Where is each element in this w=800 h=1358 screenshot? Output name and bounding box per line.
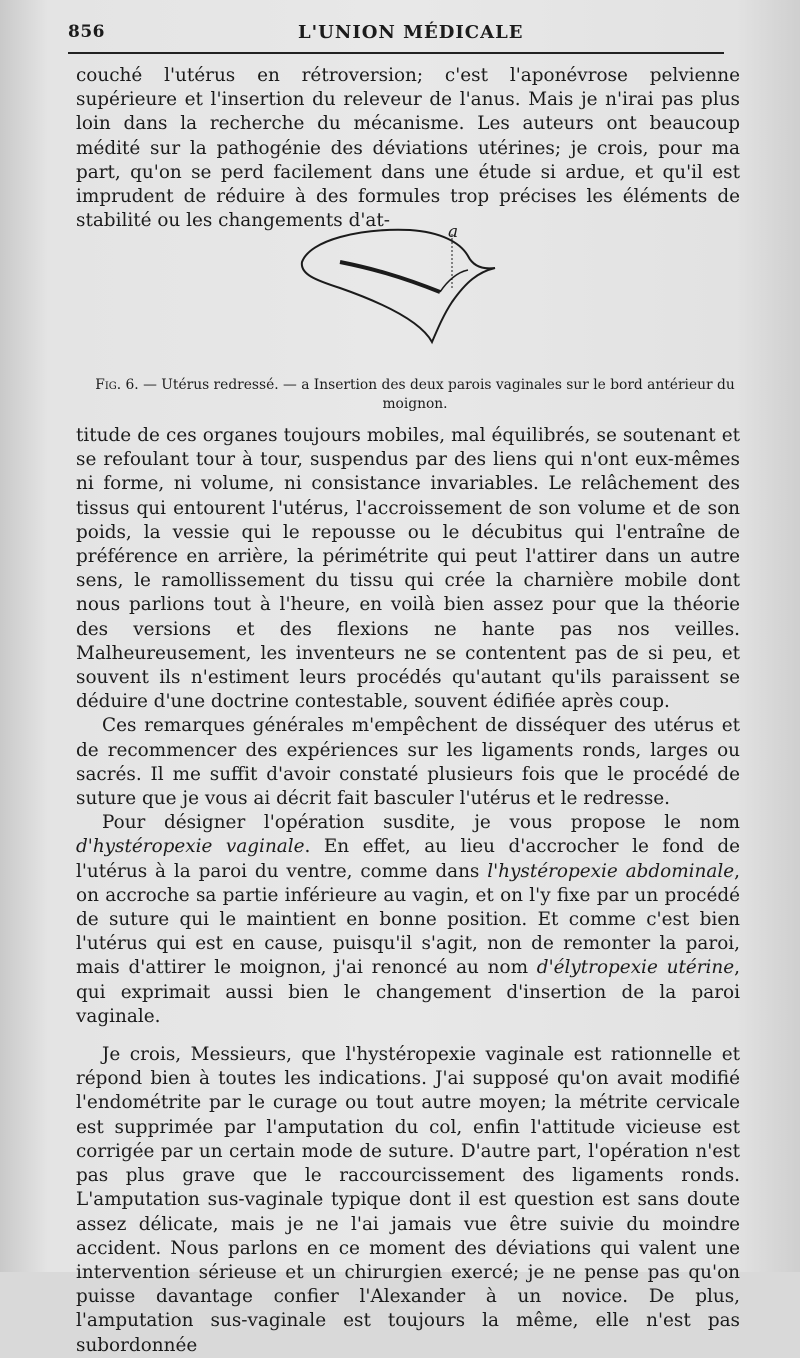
page-header [68,22,728,46]
header-rule [68,52,724,54]
running-title: L'UNION MÉDICALE [298,22,524,43]
page-number: 856 [68,22,105,42]
intro-text [76,64,740,233]
uterus-outline [302,230,495,342]
figure-label-a: a [448,222,459,242]
cervical-canal [340,262,440,292]
vaginal-wall [440,270,468,292]
term-hysteropexie-vaginale: d'hystéropexie vaginale [76,836,305,858]
intro-paragraph: couché l'utérus en rétroversion; c'est l'aponévrose pelvienne supérieure et l'insertion du releveur de l'anus. Mais je n'irai pas plus loin dans la recherche du mécanisme. Les auteurs ont beaucoup médité sur la pathogénie des déviations utérines; je crois, pour ma part, qu'on se perd facilement dans une étude si ardue, et qu'il est imprudent de réduire à des formules trop précises les éléments de stabilité ou les changements d'at- [76,65,740,232]
paragraph-3-part-a: Pour désigner l'opération susdite, je vous propose le nom [102,812,740,834]
paragraph-3-part-d: , qui exprimait aussi bien le changement d'insertion de la paroi vaginale. [76,957,740,1027]
uterus-figure [290,210,510,360]
paragraph-1: titude de ces organes toujours mobiles, mal équilibrés, se soutenant et se refoulant tour à tour, suspendus par des liens qui n'ont eux-mêmes ni forme, ni volume, ni consistance invariables. Le relâchement des tissus qui entourent l'utérus, l'accroissement de son volume et de son poids, la vessie qui le repousse ou le décubitus qui l'entraîne de préférence en arrière, la périmétrite qui peut l'attirer dans un autre sens, le ramollissement du tissu qui crée la charnière mobile dont nous parlions tout à l'heure, en voilà bien assez pour que la théorie des versions et des flexions ne hante pas nos veilles. Malheureusement, les inventeurs ne se contentent pas de si peu, et souvent ils n'estiment leurs procédés qu'autant qu'ils paraissent se déduire d'une doctrine contestable, souvent édifiée après coup. [76,425,740,713]
paragraph-3-part-c: , on accroche sa partie inférieure au vagin, et on l'y fixe par un procédé de suture qui le maintient en bonne position. Et comme c'est bien l'utérus qui est en cause, puisqu'il s'agit, non de remonter la paroi, mais d'attirer le moignon, j'ai renoncé au nom [76,860,740,979]
paragraph-4: Je crois, Messieurs, que l'hystéropexie vaginale est rationnelle et répond bien à toutes les indications. J'ai supposé qu'on avait modifié l'endométrite par le curage ou tout autre moyen; la métrite cervicale est supprimée par l'amputation du col, enfin l'attitude vicieuse est corrigée par un certain mode de suture. D'autre part, l'opération n'est pas plus grave que le raccourcissement des ligaments ronds. L'amputation sus-vaginale typique dont il est question est sans doute assez délicate, mais je ne l'ai jamais vue être suivie du moindre accident. Nous parlons en ce moment des déviations qui valent une intervention sérieuse et un chirurgien exercé; je ne pense pas qu'on puisse davantage confier l'Alexander à un novice. De plus, l'amputation sus-vaginale est toujours la même, elle n'est pas subordonnée [76,1044,740,1356]
term-elytropexie-uterine: d'élytropexie utérine [536,957,735,979]
term-hysteropexie-abdominale: l'hystéropexie abdominale [487,860,735,882]
figure-caption [90,376,740,414]
paragraph-3-part-b: . En effet, au lieu d'accrocher le fond de l'utérus à la paroi du ventre, comme dans [76,836,740,882]
figure-caption-text: — Utérus redressé. — a Insertion des deux parois vaginales sur le bord antérieur du moignon. [143,377,735,412]
paragraph-3 [76,811,740,1029]
figure-number: Fig. 6. [95,377,139,393]
paragraph-2: Ces remarques générales m'empêchent de disséquer des utérus et de recommencer des expériences sur les ligaments ronds, larges ou sacrés. Il me suffit d'avoir constaté plusieurs fois que le procédé de suture que je vous ai décrit fait basculer l'utérus et le redresse. [76,715,740,810]
main-text [76,424,740,1358]
